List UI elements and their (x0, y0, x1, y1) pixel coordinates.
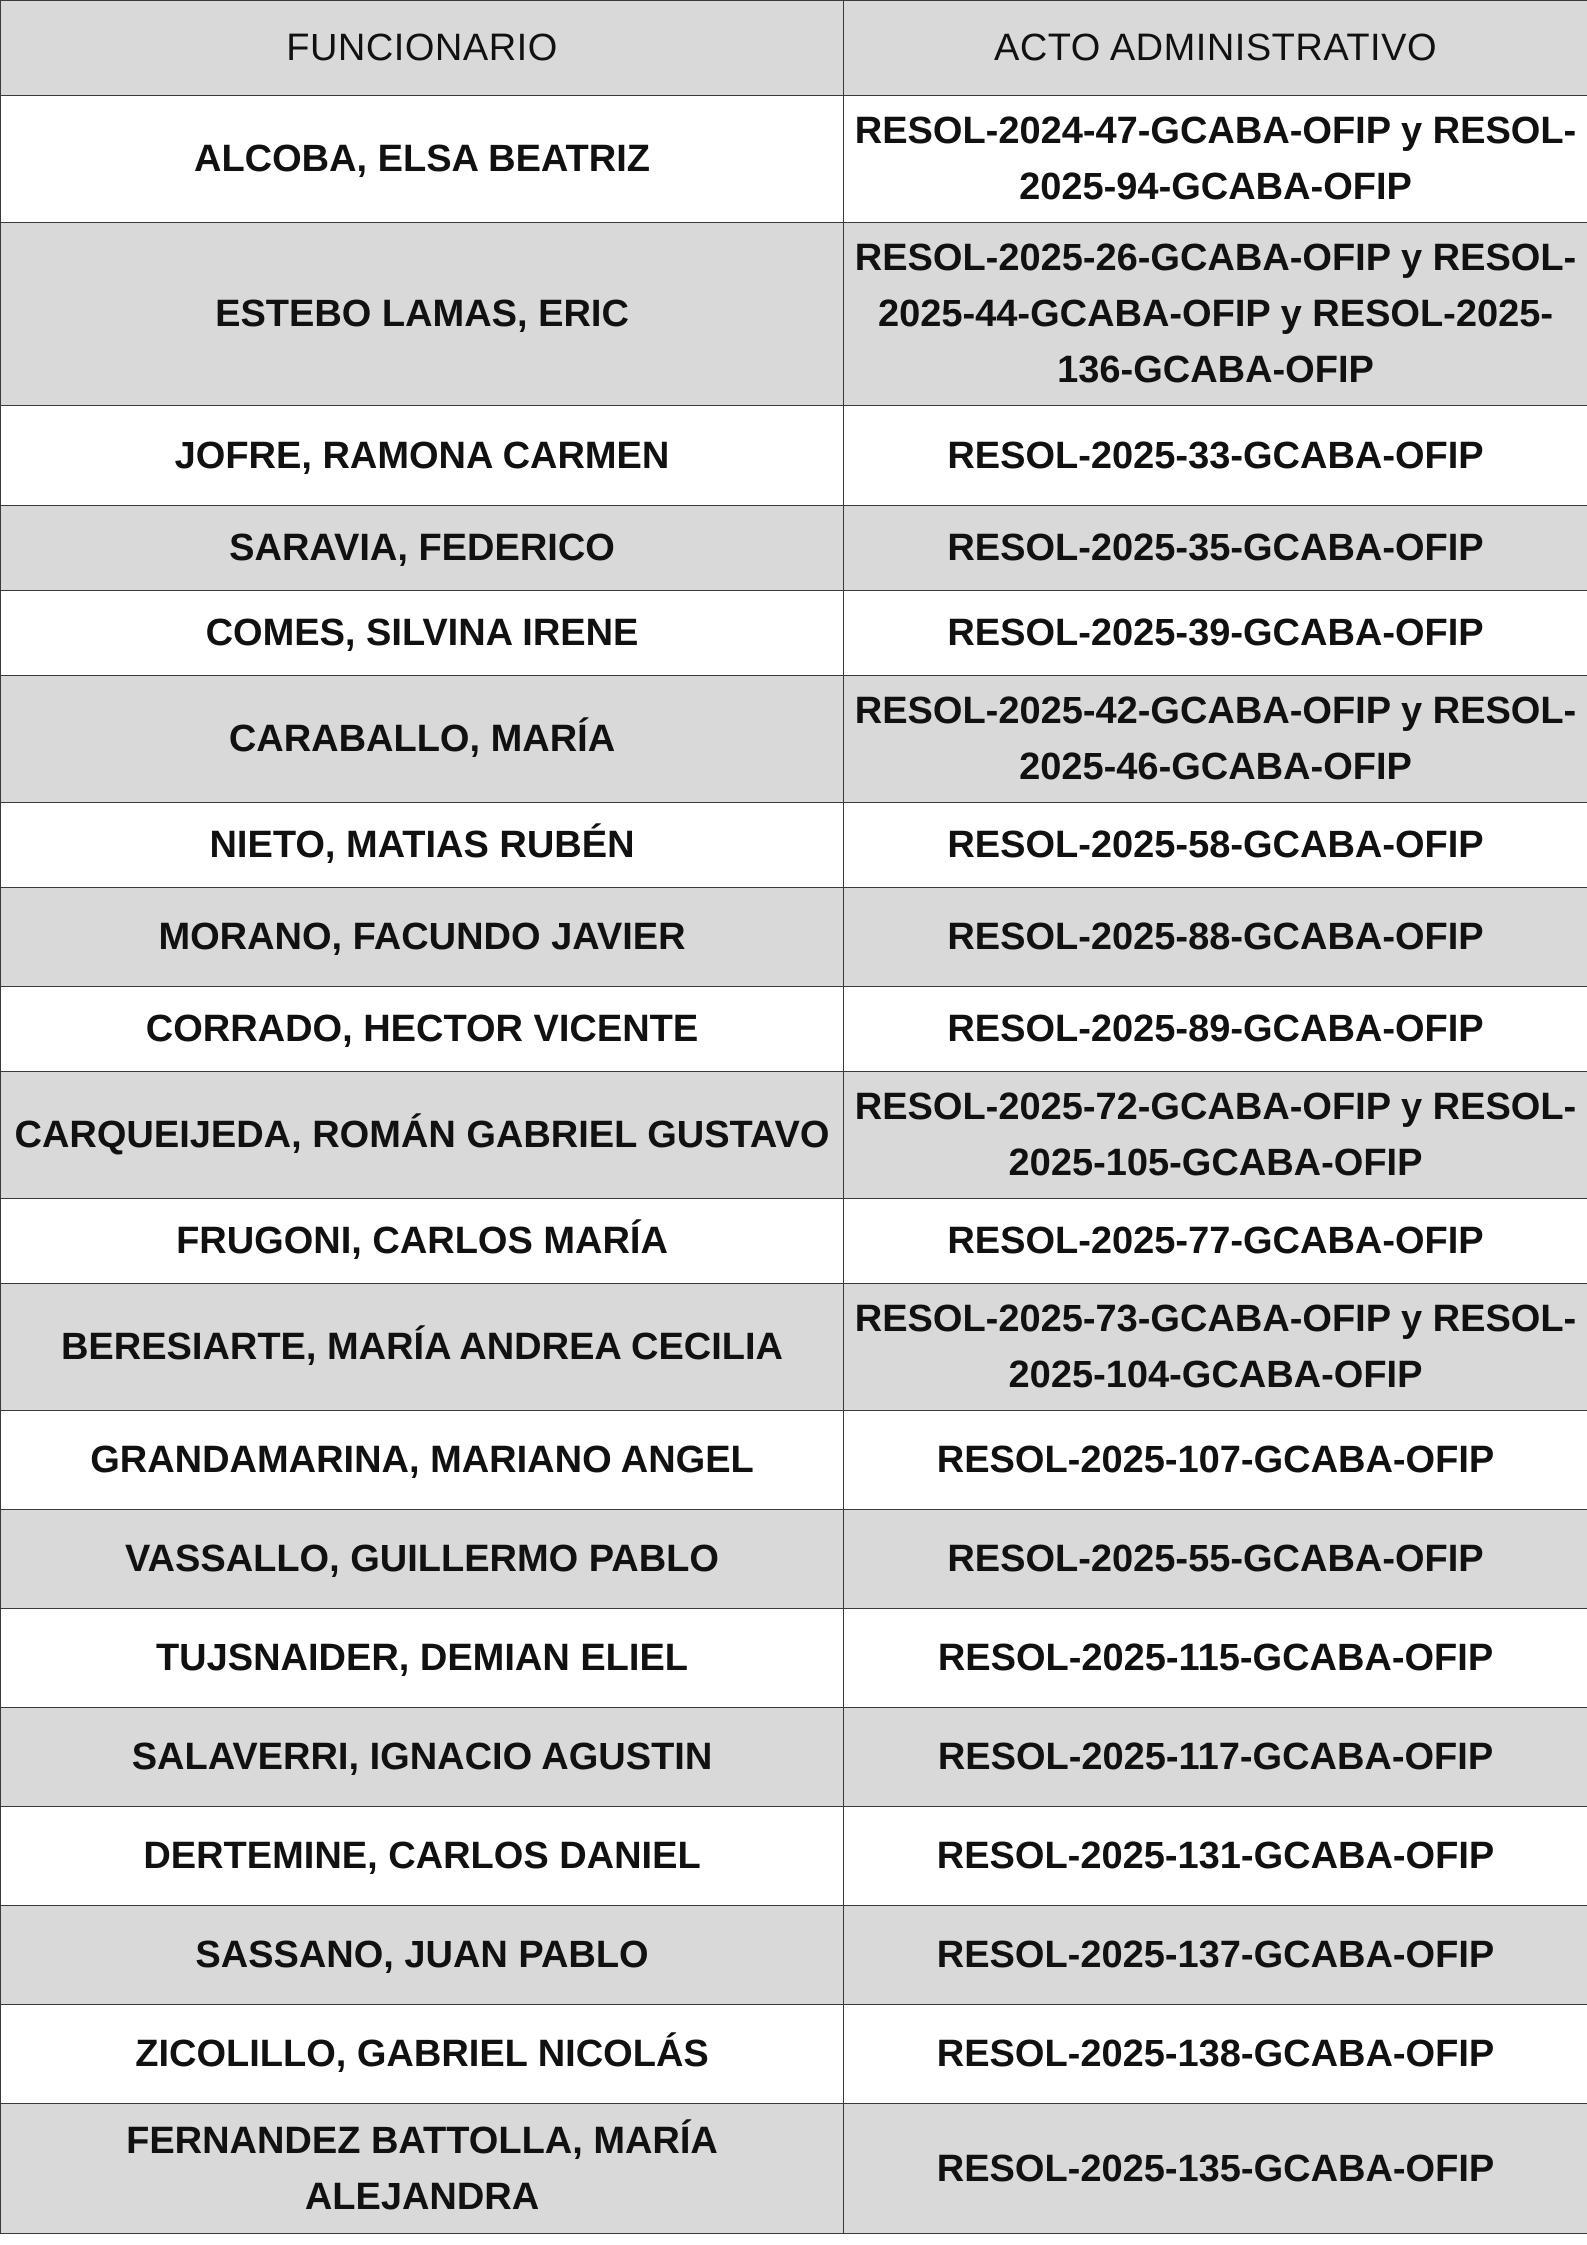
table-row (1, 1609, 1587, 1708)
table-row (1, 1807, 1587, 1906)
cell-funcionario: SASSANO, JUAN PABLO (1, 1906, 844, 2005)
cell-acto: RESOL-2025-135-GCABA-OFIP (844, 2104, 1587, 2234)
cell-funcionario: MORANO, FACUNDO JAVIER (1, 888, 844, 987)
table-row (1, 2005, 1587, 2104)
cell-acto: RESOL-2025-35-GCABA-OFIP (844, 506, 1587, 591)
cell-acto: RESOL-2025-72-GCABA-OFIP y RESOL-2025-105-GCABA-OFIP (844, 1072, 1587, 1199)
cell-funcionario: CORRADO, HECTOR VICENTE (1, 987, 844, 1072)
cell-acto: RESOL-2025-88-GCABA-OFIP (844, 888, 1587, 987)
cell-funcionario: ZICOLILLO, GABRIEL NICOLÁS (1, 2005, 844, 2104)
cell-acto: RESOL-2025-55-GCABA-OFIP (844, 1510, 1587, 1609)
table-row (1, 1072, 1587, 1199)
cell-acto: RESOL-2024-47-GCABA-OFIP y RESOL-2025-94-GCABA-OFIP (844, 96, 1587, 223)
cell-acto: RESOL-2025-77-GCABA-OFIP (844, 1199, 1587, 1284)
cell-acto: RESOL-2025-42-GCABA-OFIP y RESOL-2025-46-GCABA-OFIP (844, 676, 1587, 803)
cell-funcionario: JOFRE, RAMONA CARMEN (1, 406, 844, 506)
table-row (1, 223, 1587, 406)
cell-funcionario: ALCOBA, ELSA BEATRIZ (1, 96, 844, 223)
cell-acto: RESOL-2025-137-GCABA-OFIP (844, 1906, 1587, 2005)
cell-funcionario: VASSALLO, GUILLERMO PABLO (1, 1510, 844, 1609)
cell-funcionario: FRUGONI, CARLOS MARÍA (1, 1199, 844, 1284)
header-row (1, 1, 1587, 96)
cell-funcionario: CARABALLO, MARÍA (1, 676, 844, 803)
cell-acto: RESOL-2025-58-GCABA-OFIP (844, 803, 1587, 888)
cell-funcionario: GRANDAMARINA, MARIANO ANGEL (1, 1411, 844, 1510)
table-row (1, 1510, 1587, 1609)
cell-acto: RESOL-2025-117-GCABA-OFIP (844, 1708, 1587, 1807)
cell-acto: RESOL-2025-89-GCABA-OFIP (844, 987, 1587, 1072)
table-row (1, 987, 1587, 1072)
cell-acto: RESOL-2025-131-GCABA-OFIP (844, 1807, 1587, 1906)
cell-funcionario: SARAVIA, FEDERICO (1, 506, 844, 591)
cell-acto: RESOL-2025-33-GCABA-OFIP (844, 406, 1587, 506)
cell-acto: RESOL-2025-26-GCABA-OFIP y RESOL-2025-44-GCABA-OFIP y RESOL-2025-136-GCABA-OFIP (844, 223, 1587, 406)
table-row (1, 1284, 1587, 1411)
cell-funcionario: ESTEBO LAMAS, ERIC (1, 223, 844, 406)
table-row (1, 591, 1587, 676)
cell-funcionario: NIETO, MATIAS RUBÉN (1, 803, 844, 888)
cell-funcionario: SALAVERRI, IGNACIO AGUSTIN (1, 1708, 844, 1807)
cell-acto: RESOL-2025-73-GCABA-OFIP y RESOL-2025-104-GCABA-OFIP (844, 1284, 1587, 1411)
cell-funcionario: DERTEMINE, CARLOS DANIEL (1, 1807, 844, 1906)
header-acto-administrativo: ACTO ADMINISTRATIVO (844, 1, 1587, 96)
cell-funcionario: FERNANDEZ BATTOLLA, MARÍA ALEJANDRA (1, 2104, 844, 2234)
cell-acto: RESOL-2025-39-GCABA-OFIP (844, 591, 1587, 676)
table-row (1, 2104, 1587, 2234)
table-row (1, 406, 1587, 506)
cell-funcionario: COMES, SILVINA IRENE (1, 591, 844, 676)
table-row (1, 506, 1587, 591)
table-row (1, 1708, 1587, 1807)
cell-acto: RESOL-2025-138-GCABA-OFIP (844, 2005, 1587, 2104)
table-row (1, 803, 1587, 888)
table-row (1, 1411, 1587, 1510)
table-row (1, 1906, 1587, 2005)
cell-funcionario: TUJSNAIDER, DEMIAN ELIEL (1, 1609, 844, 1708)
cell-funcionario: BERESIARTE, MARÍA ANDREA CECILIA (1, 1284, 844, 1411)
table-row (1, 676, 1587, 803)
cell-acto: RESOL-2025-107-GCABA-OFIP (844, 1411, 1587, 1510)
table-row (1, 1199, 1587, 1284)
header-funcionario: FUNCIONARIO (1, 1, 844, 96)
cell-funcionario: CARQUEIJEDA, ROMÁN GABRIEL GUSTAVO (1, 1072, 844, 1199)
table-row (1, 888, 1587, 987)
cell-acto: RESOL-2025-115-GCABA-OFIP (844, 1609, 1587, 1708)
table-row (1, 96, 1587, 223)
